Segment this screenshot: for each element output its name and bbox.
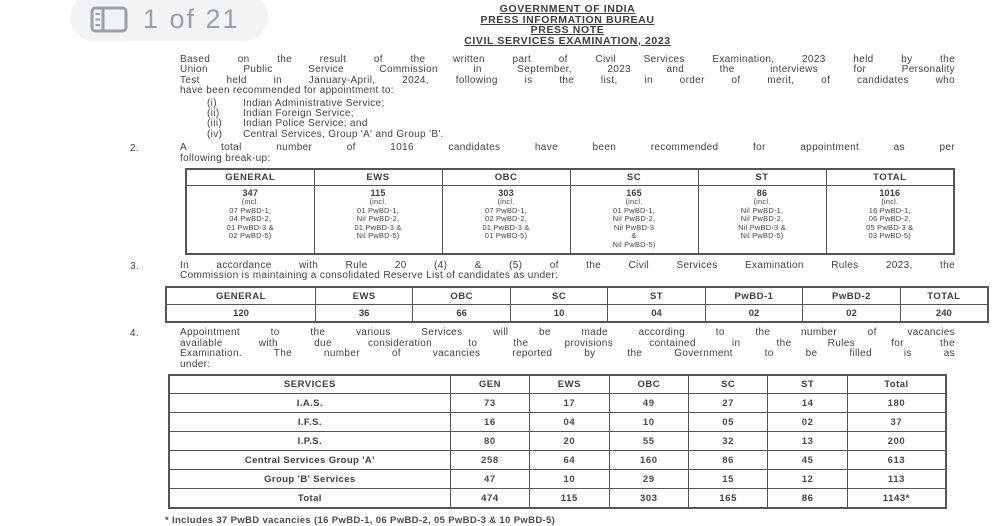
table-cell: 47 [450,470,529,489]
table-cell: 17 [530,394,609,413]
table-cell: 86 [768,489,847,509]
paragraph-line: under: [180,358,211,370]
header-exam-title: CIVIL SERVICES EXAMINATION, 2023 [464,34,671,47]
table-cell: I.F.S. [169,413,450,432]
table-cell: 165 (incl. 01 PwBD-1, Nil PwBD-2, Nil PwBD-3 & Nil PwBD-5) [570,186,698,254]
table-cell: 20 [530,432,609,451]
list-item-numeral: (ii) [207,108,220,120]
table-row [169,470,946,489]
header-row [169,375,946,394]
table-cell: 02 [705,305,802,323]
column-header: PwBD-2 [803,287,900,305]
table-cell: 04 [530,413,609,432]
paragraph-line: available with due consideration to the provisions contained in the Rules for the [180,337,955,349]
column-header: GENERAL [186,169,314,186]
table-cell: 04 [608,305,705,323]
paragraph-number: 3. [130,260,139,272]
table-cell: 13 [768,432,847,451]
table-cell: 80 [450,432,529,451]
header-government-of-india: GOVERNMENT OF INDIA [499,3,636,15]
intro-paragraph [180,55,955,97]
table-cell: 49 [609,394,688,413]
list-item [207,130,1000,140]
column-header: TOTAL [900,287,988,305]
table-cell: 10 [510,305,607,323]
list-item-numeral: (i) [207,97,217,109]
paragraph-line: Commission is maintaining a consolidated Reserve List of candidates as under: [180,270,559,282]
paragraph-line: In accordance with Rule 20 (4) & (5) of the Civil Services Examination Rules 2023, the [180,259,955,271]
recommended-breakup-table [185,168,955,255]
table-row [169,413,946,432]
table-row [166,305,988,323]
header-press-note: PRESS NOTE [530,24,605,36]
header-row [186,169,954,186]
table-cell: 45 [768,451,847,470]
table-cell: 14 [768,394,847,413]
paragraph-line: Examination. The number of vacancies reported by the Government to be filled is as [180,348,955,360]
table-cell: I.P.S. [169,432,450,451]
table-cell: 613 [847,451,946,470]
column-header: SC [510,287,607,305]
table-cell: 02 [803,305,900,323]
table-cell: 16 [450,413,529,432]
column-header: TOTAL [826,169,954,186]
table-row [169,432,946,451]
table-cell: 12 [768,470,847,489]
page-indicator[interactable] [70,0,268,41]
column-header: EWS [530,375,609,394]
table-cell: 303 (incl. 07 PwBD-1, 02 PwBD-2, 01 PwBD-3 & 01 PwBD-5) [442,186,570,254]
table-row [169,451,946,470]
header-row [166,287,988,305]
intro-line: Based on the result of the written part of Civil Services Examination, 2023 held by the [180,54,955,65]
paragraph-line: A total number of 1016 candidates have been recommended for appointment as per [180,142,955,154]
table-cell: 200 [847,432,946,451]
column-header: Total [847,375,946,394]
table-cell: 347 (incl. 07 PwBD-1, 04 PwBD-2, 01 PwBD-3 & 02 PwBD-5) [186,186,314,254]
table-cell: 15 [688,470,767,489]
list-item-numeral: (iv) [207,128,223,140]
table-cell: Central Services Group 'A' [169,451,450,470]
table-cell: 303 [609,489,688,509]
paragraph-number: 4. [130,328,139,340]
table-cell: 115 (incl. 01 PwBD-1, Nil PwBD-2, 01 PwBD-3 & Nil PwBD-5) [314,186,442,254]
table-cell: 73 [450,394,529,413]
paragraph-2 [130,143,1000,164]
paragraph-line: Appointment to the various Services will be made according to the number of vacancies [180,327,955,339]
press-note-header [180,4,955,46]
intro-line: Union Public Service Commission in September, 2023 and the interviews for Personality [180,64,955,76]
table-row [169,489,946,509]
table-cell: 1016 (incl. 16 PwBD-1, 06 PwBD-2, 05 PwBD-3 & 03 PwBD-5) [826,186,954,254]
paragraph-4 [130,328,1000,370]
table-cell: 32 [688,432,767,451]
table-cell: 258 [450,451,529,470]
paragraph-number: 2. [130,143,139,155]
column-header: SC [570,169,698,186]
table-cell: 36 [315,305,412,323]
reserve-list-table [165,286,989,323]
column-header: SC [688,375,767,394]
column-header: ST [608,287,705,305]
table-cell: 10 [609,413,688,432]
list-item-text: Central Services, Group 'A' and Group 'B'. [243,128,444,140]
table-cell: I.A.S. [169,394,450,413]
table-cell: 113 [847,470,946,489]
table-row [169,394,946,413]
paragraph-3 [130,261,1000,282]
page-indicator-label: 1 of 21 [143,3,240,34]
table-cell: 64 [530,451,609,470]
table-cell: 180 [847,394,946,413]
column-header: OBC [442,169,570,186]
table-cell: 120 [166,305,315,323]
column-header: PwBD-1 [705,287,802,305]
table-cell: 86 (incl. Nil PwBD-1, Nil PwBD-2, Nil PwBD-3 & Nil PwBD-5) [698,186,826,254]
pwbd-footnote: * Includes 37 PwBD vacancies (16 PwBD-1, 06 PwBD-2, 05 PwBD-3 & 10 PwBD-5) [165,515,556,526]
table-cell: 86 [688,451,767,470]
list-item-text: Indian Foreign Service; [243,108,354,120]
sidebar-toggle-icon[interactable] [90,2,128,33]
table-cell: 27 [688,394,767,413]
table-cell: 02 [768,413,847,432]
intro-line: have been recommended for appointment to: [180,85,394,97]
column-header: SERVICES [169,375,450,394]
services-roman-list [0,99,1000,141]
column-header: EWS [314,169,442,186]
intro-line: Test held in January-April, 2024, following is the list, in order of merit, of candidates who [180,74,955,86]
table-cell: Total [169,489,450,509]
table-cell: Group 'B' Services [169,470,450,489]
table-cell: 29 [609,470,688,489]
table-row [186,186,954,254]
column-header: GEN [450,375,529,394]
column-header: GENERAL [166,287,315,305]
table-cell: 474 [450,489,529,509]
column-header: ST [698,169,826,186]
table-cell: 05 [688,413,767,432]
list-item-text: Indian Administrative Service; [243,97,385,109]
column-header: OBC [609,375,688,394]
header-press-information-bureau: PRESS INFORMATION BUREAU [480,13,655,26]
table-cell: 55 [609,432,688,451]
table-cell: 10 [530,470,609,489]
table-cell: 1143* [847,489,946,509]
list-item-numeral: (iii) [207,118,223,130]
column-header: OBC [413,287,510,305]
table-cell: 37 [847,413,946,432]
table-cell: 165 [688,489,767,509]
column-header: EWS [315,287,412,305]
table-cell: 160 [609,451,688,470]
list-item-text: Indian Police Service; and [243,118,368,130]
paragraph-line: following break-up: [180,152,271,164]
table-cell: 240 [900,305,988,323]
column-header: ST [768,375,847,394]
table-cell: 66 [413,305,510,323]
vacancies-table [168,374,947,509]
table-cell: 115 [530,489,609,509]
